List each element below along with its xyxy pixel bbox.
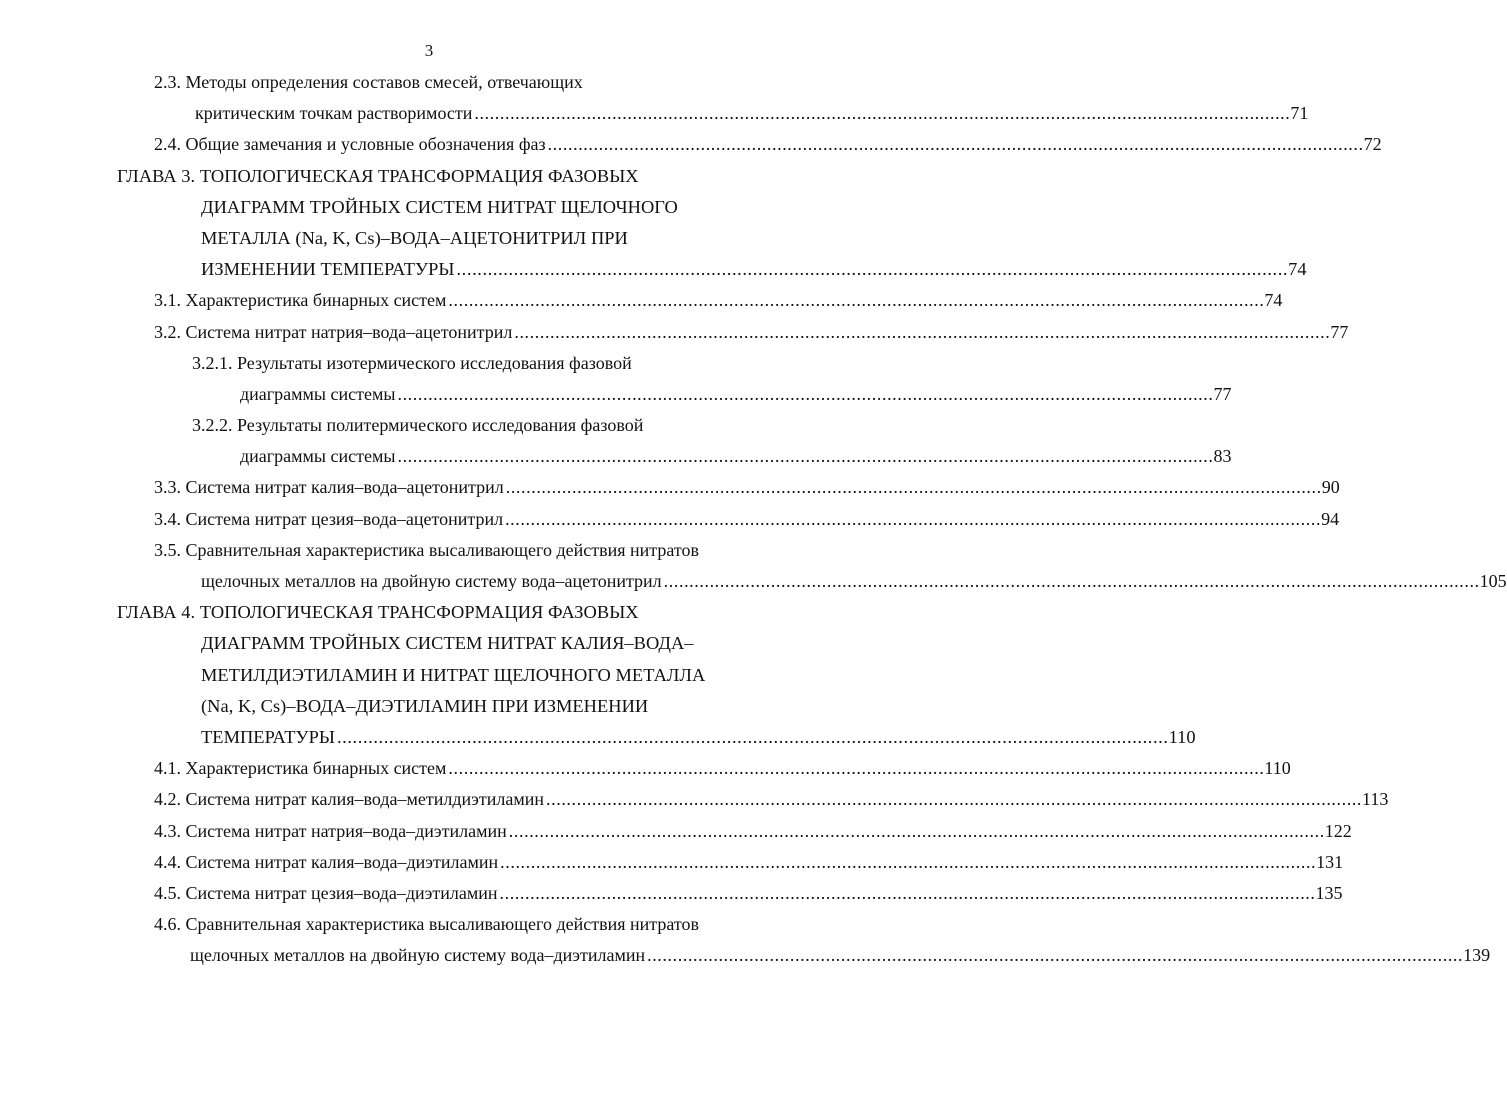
toc-entry-3-4 xyxy=(154,504,1340,535)
toc-page-number: 94 xyxy=(1321,508,1340,529)
chapter-4-title-cont: ДИАГРАММ ТРОЙНЫХ СИСТЕМ НИТРАТ КАЛИЯ–ВОДА– xyxy=(201,633,694,654)
toc-entry-2-4 xyxy=(154,129,1382,160)
toc-line xyxy=(0,628,795,659)
toc-page-number: 131 xyxy=(1316,851,1344,872)
toc-entry-4-5 xyxy=(154,878,1343,909)
toc-line xyxy=(0,504,1340,535)
toc-page-number: 113 xyxy=(1362,789,1389,810)
toc-line xyxy=(0,847,1344,878)
toc-page-number: 77 xyxy=(1213,383,1232,404)
dot-leader: ................................................................................................................................................................ xyxy=(336,726,1169,747)
dot-leader: ................................................................................................................................................................ xyxy=(546,789,1363,810)
toc-line xyxy=(0,441,1232,472)
toc-entry-3-2-1-title: 3.2.1. Результаты изотермического исследования фазовой xyxy=(192,352,632,373)
toc-line xyxy=(0,285,1283,316)
toc-entry-text: 4.5. Система нитрат цезия–вода–диэтиламин xyxy=(154,882,498,903)
toc-page-number: 139 xyxy=(1463,945,1491,966)
dot-leader: ................................................................................................................................................................ xyxy=(499,882,1316,903)
dot-leader: ................................................................................................................................................................ xyxy=(647,945,1464,966)
dot-leader: ................................................................................................................................................................ xyxy=(448,758,1265,779)
toc-entry-text: 3.3. Система нитрат калия–вода–ацетонитрил xyxy=(154,477,504,498)
dot-leader: ................................................................................................................................................................ xyxy=(547,134,1364,155)
toc-entry-3-2-1 xyxy=(240,379,1232,410)
toc-entry-text: 3.1. Характеристика бинарных систем xyxy=(154,290,447,311)
dot-leader: ................................................................................................................................................................ xyxy=(456,259,1289,280)
toc-line xyxy=(0,816,1352,847)
toc-page-number: 110 xyxy=(1264,758,1291,779)
toc-entry-4-4 xyxy=(154,847,1344,878)
toc-entry-4-1 xyxy=(154,753,1291,784)
dot-leader: ................................................................................................................................................................ xyxy=(508,820,1325,841)
toc-entry-3-3 xyxy=(154,472,1340,503)
dot-leader: ................................................................................................................................................................ xyxy=(505,477,1322,498)
dot-leader: ................................................................................................................................................................ xyxy=(663,571,1480,591)
toc-entry-4-3 xyxy=(154,816,1352,847)
toc-line xyxy=(0,129,1382,160)
toc-line xyxy=(0,223,795,254)
dot-leader: ................................................................................................................................................................ xyxy=(448,290,1265,311)
toc-entry-text: 4.4. Система нитрат калия–вода–диэтиламин xyxy=(154,851,499,872)
page-number: 3 xyxy=(424,41,434,60)
dot-leader: ................................................................................................................................................................ xyxy=(397,383,1214,404)
toc-entry-text: 4.3. Система нитрат натрия–вода–диэтиламин xyxy=(154,820,507,841)
toc-entry-text: 2.4. Общие замечания и условные обозначения фаз xyxy=(154,134,546,155)
toc-entry-text: ТЕМПЕРАТУРЫ xyxy=(201,726,335,747)
toc-line xyxy=(0,597,795,628)
toc-entry-text: диаграммы системы xyxy=(240,383,396,404)
chapter-3-title-cont: МЕТАЛЛА (Na, K, Cs)–ВОДА–АЦЕТОНИТРИЛ ПРИ xyxy=(201,227,628,248)
toc-page-number: 77 xyxy=(1330,321,1349,342)
toc-page-number: 72 xyxy=(1363,134,1382,155)
toc-entry-3-5-title: 3.5. Сравнительная характеристика высаливающего действия нитратов xyxy=(154,539,699,560)
toc-line xyxy=(0,566,1507,597)
chapter-3-title-cont: ДИАГРАММ ТРОЙНЫХ СИСТЕМ НИТРАТ ЩЕЛОЧНОГО xyxy=(201,196,678,217)
toc-page-number: 90 xyxy=(1321,477,1340,498)
toc-page-number: 83 xyxy=(1213,446,1232,467)
dot-leader: ................................................................................................................................................................ xyxy=(500,851,1317,872)
toc-line xyxy=(0,67,795,98)
toc-entry-chapter-4 xyxy=(201,722,1196,753)
toc-entry-text: 3.2. Система нитрат натрия–вода–ацетонитрил xyxy=(154,321,513,342)
toc-line xyxy=(0,909,795,940)
toc-entry-text: 4.2. Система нитрат калия–вода–метилдиэтиламин xyxy=(154,789,545,810)
dot-leader: ................................................................................................................................................................ xyxy=(505,508,1322,529)
chapter-4-title-cont: (Na, K, Cs)–ВОДА–ДИЭТИЛАМИН ПРИ ИЗМЕНЕНИИ xyxy=(201,695,649,716)
toc-entry-text: щелочных металлов на двойную систему вода–ацетонитрил xyxy=(201,571,662,591)
toc-line xyxy=(0,348,795,379)
toc-entry-4-2 xyxy=(154,784,1389,815)
toc-page-number: 135 xyxy=(1315,882,1343,903)
toc-entry-2-3-title: 2.3. Методы определения составов смесей, отвечающих xyxy=(154,72,583,92)
toc-line xyxy=(0,753,1291,784)
toc-page-number: 110 xyxy=(1168,726,1196,747)
toc-page-number: 105 xyxy=(1479,571,1507,591)
toc-line xyxy=(0,878,1343,909)
toc-entry-4-6-title: 4.6. Сравнительная характеристика высаливающего действия нитратов xyxy=(154,914,699,935)
toc-line xyxy=(0,98,1309,129)
toc-entry-text: щелочных металлов на двойную систему вода–диэтиламин xyxy=(190,945,646,966)
toc-line xyxy=(0,784,1389,815)
toc-entry-text: критическим точкам растворимости xyxy=(195,103,473,124)
toc-page-number: 122 xyxy=(1324,820,1352,841)
toc-line xyxy=(0,940,1491,971)
toc-line xyxy=(0,192,795,223)
toc-entry-text: диаграммы системы xyxy=(240,446,396,467)
chapter-3-title: ГЛАВА 3. ТОПОЛОГИЧЕСКАЯ ТРАНСФОРМАЦИЯ ФАЗОВЫХ xyxy=(117,165,639,186)
toc-entry-text: 4.1. Характеристика бинарных систем xyxy=(154,758,447,779)
toc-entry-3-5 xyxy=(201,566,1507,597)
toc-line xyxy=(0,660,795,691)
toc-entry-chapter-3 xyxy=(201,254,1307,285)
toc-entry-2-3 xyxy=(195,98,1309,129)
chapter-4-title: ГЛАВА 4. ТОПОЛОГИЧЕСКАЯ ТРАНСФОРМАЦИЯ ФАЗОВЫХ xyxy=(117,602,639,623)
toc-entry-text: 3.4. Система нитрат цезия–вода–ацетонитрил xyxy=(154,508,504,529)
toc-line xyxy=(0,254,1307,285)
dot-leader: ................................................................................................................................................................ xyxy=(474,103,1291,124)
toc-line xyxy=(0,691,795,722)
toc-entry-3-2-2 xyxy=(240,441,1232,472)
toc-entry-4-6 xyxy=(190,940,1491,971)
toc-page-number: 74 xyxy=(1288,259,1307,280)
toc-line xyxy=(0,317,1349,348)
toc-line xyxy=(0,535,795,566)
toc-line xyxy=(0,722,1196,753)
chapter-4-title-cont: МЕТИЛДИЭТИЛАМИН И НИТРАТ ЩЕЛОЧНОГО МЕТАЛЛА xyxy=(201,664,706,685)
toc-line xyxy=(0,472,1340,503)
toc-page-number: 74 xyxy=(1264,290,1283,311)
toc-entry-text: ИЗМЕНЕНИИ ТЕМПЕРАТУРЫ xyxy=(201,259,455,280)
dot-leader: ................................................................................................................................................................ xyxy=(514,321,1331,342)
toc-entry-3-2-2-title: 3.2.2. Результаты политермического исследования фазовой xyxy=(192,415,644,436)
toc-line xyxy=(0,379,1232,410)
toc-entry-3-1 xyxy=(154,285,1283,316)
toc-line xyxy=(0,410,795,441)
toc-line xyxy=(0,161,795,192)
table-of-contents xyxy=(0,67,1507,971)
dot-leader: ................................................................................................................................................................ xyxy=(397,446,1214,467)
toc-page-number: 71 xyxy=(1290,103,1309,124)
toc-entry-3-2 xyxy=(154,317,1349,348)
